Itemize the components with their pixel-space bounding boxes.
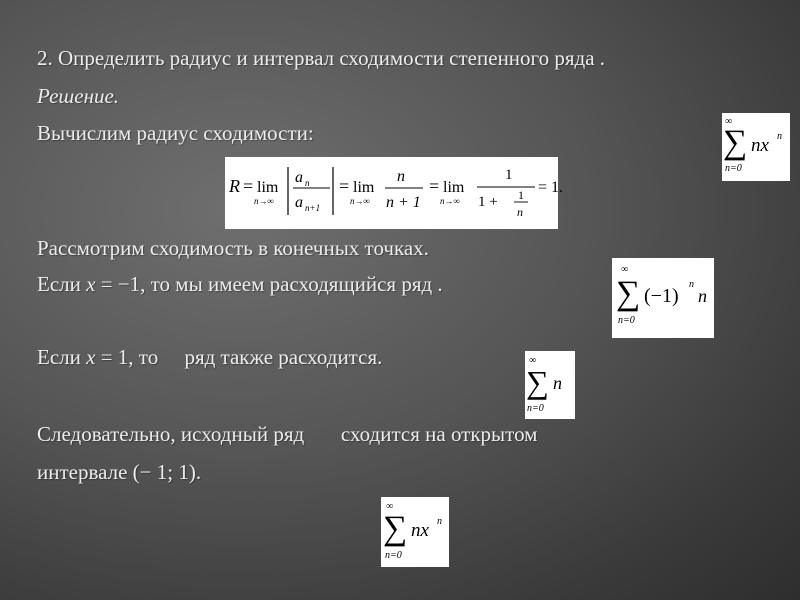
lim-3: lim (443, 179, 465, 196)
ratio-num: a (295, 169, 303, 186)
case-x-minus-1-var: x (86, 272, 96, 296)
n-sum-term: n (553, 373, 562, 393)
frac3-den-den: n (517, 205, 523, 219)
n-sum-lower: n=0 (527, 403, 544, 414)
b-sum-symbol: ∑ (383, 510, 408, 547)
series-formula-alternating-svg (612, 258, 714, 338)
case-x-minus-1-prefix: Если (37, 272, 87, 296)
alt-sum-power: n (689, 279, 694, 290)
task-title: 2. Определить радиус и интервал сходимости степенного ряда . (37, 46, 606, 70)
frac2-den: n + 1 (386, 194, 421, 211)
series-formula-n (525, 351, 575, 419)
sum-upper: ∞ (725, 116, 733, 127)
lim-1-sub: n→∞ (254, 196, 274, 206)
conclusion-line-1: Следовательно, исходный ряд сходится на открытом (37, 422, 538, 446)
radius-R: R (229, 176, 240, 196)
sum-power: n (777, 131, 782, 142)
series-formula-top-svg (722, 113, 790, 181)
alt-sum-lower: n=0 (618, 315, 635, 326)
b-sum-term: nx (411, 520, 429, 541)
alt-sum-tail: n (698, 286, 707, 306)
radius-result: = 1. (538, 179, 564, 196)
series-formula-bottom-svg (381, 497, 449, 567)
endpoints-text: Рассмотрим сходимость в конечных точках. (37, 236, 429, 260)
radius-intro-text: Вычислим радиус сходимости: (37, 121, 314, 145)
alt-sum-symbol: ∑ (616, 275, 641, 312)
radius-formula-svg (225, 157, 564, 229)
frac3-num: 1 (505, 167, 513, 183)
b-sum-lower: n=0 (385, 550, 402, 561)
sum-term: nx (751, 135, 769, 156)
series-formula-alternating (612, 258, 714, 338)
ratio-den: a (295, 194, 303, 211)
case-x-1-prefix: Если (37, 345, 87, 369)
radius-eq-3: = (429, 176, 440, 196)
alt-sum-upper: ∞ (621, 264, 629, 275)
b-sum-power: n (437, 516, 442, 527)
lim-2: lim (353, 179, 375, 196)
radius-eq-2: = (339, 176, 350, 196)
sum-lower: n=0 (725, 163, 742, 174)
n-sum-upper: ∞ (529, 355, 537, 366)
lim-2-sub: n→∞ (350, 196, 370, 206)
case-x-minus-1 (37, 272, 443, 297)
case-x-minus-1-rest: = −1, то мы имеем расходящийся ряд . (95, 272, 443, 296)
series-formula-top (722, 113, 790, 181)
case-x-1 (37, 345, 382, 370)
series-formula-bottom (381, 497, 449, 567)
radius-eq-1: = (243, 176, 254, 196)
n-sum-symbol: ∑ (526, 364, 549, 400)
frac2-num: n (397, 168, 405, 185)
radius-formula (225, 157, 564, 229)
frac3-den-a: 1 + (478, 194, 498, 210)
conclusion-line-2: интервале (− 1; 1). (37, 460, 202, 484)
b-sum-upper: ∞ (386, 501, 394, 512)
series-formula-n-svg (525, 351, 575, 419)
ratio-num-sub: n (305, 178, 310, 188)
sum-symbol: ∑ (723, 124, 748, 161)
case-x-1-var: x (86, 345, 96, 369)
lim-3-sub: n→∞ (440, 196, 460, 206)
lim-1: lim (257, 179, 279, 196)
alt-sum-term: (−1) (644, 285, 679, 307)
frac3-den-num: 1 (518, 188, 524, 202)
ratio-den-sub: n+1 (305, 203, 321, 213)
case-x-1-rest: = 1, то ряд также расходится. (95, 345, 383, 369)
solution-label: Решение. (37, 84, 120, 108)
